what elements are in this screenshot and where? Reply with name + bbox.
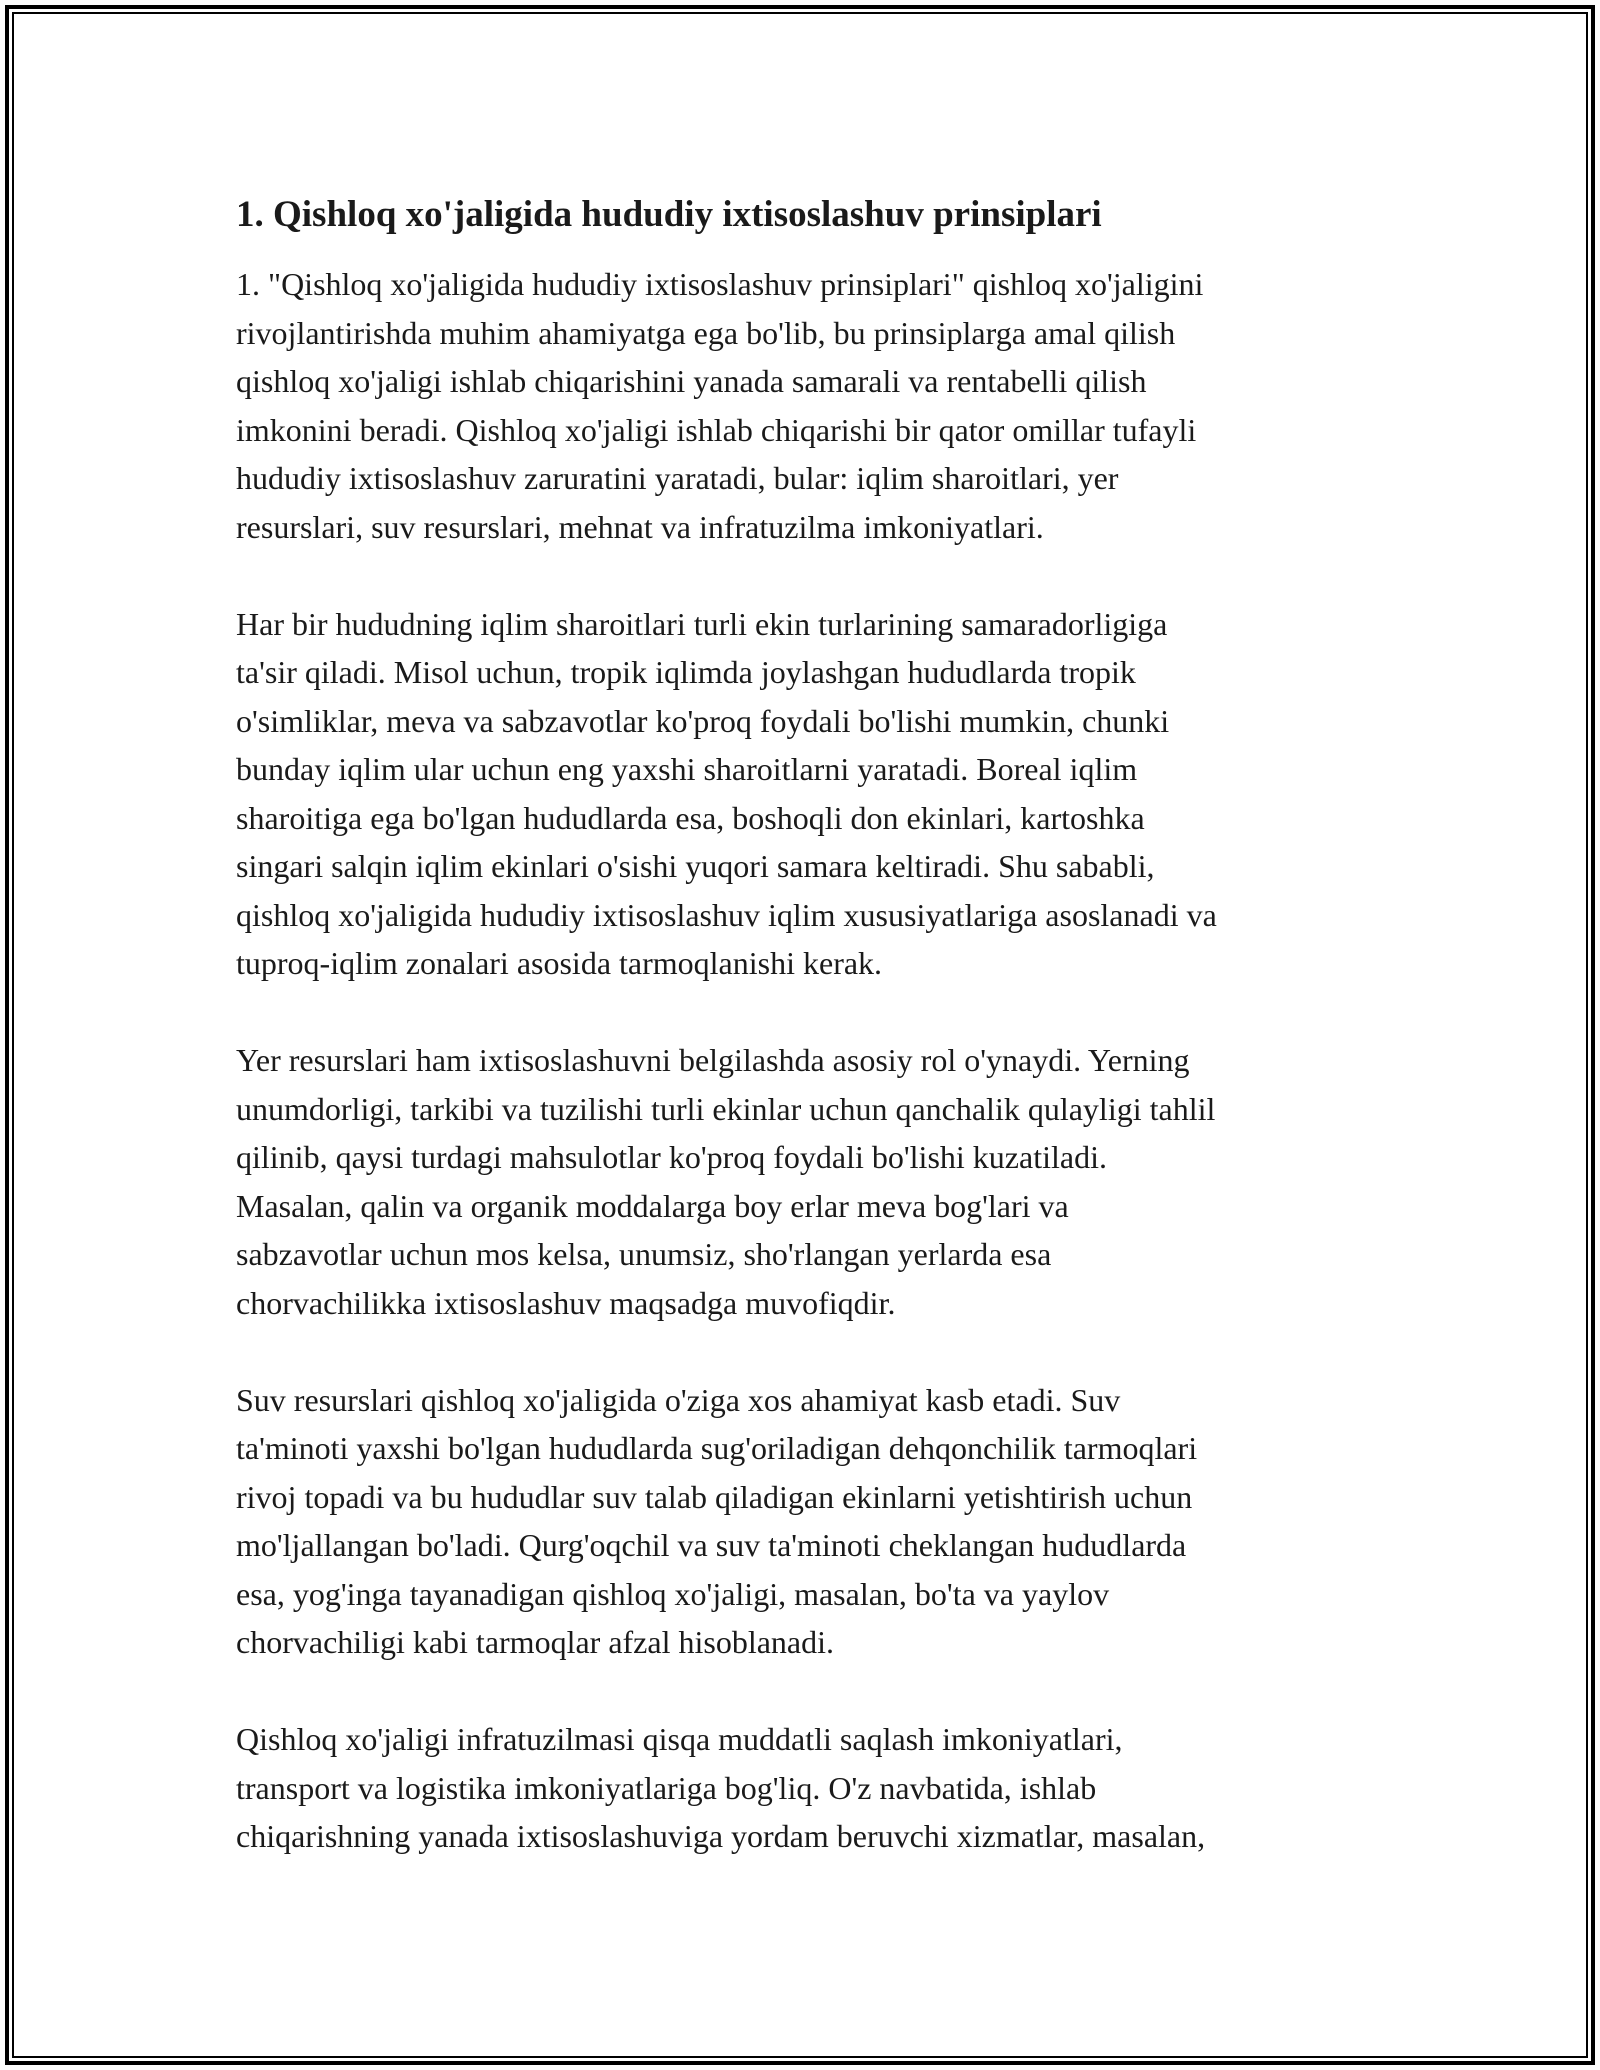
text-line: 1. "Qishloq xo'jaligida hududiy ixtisoslashuv prinsiplari" qishloq xo'jaligini: [236, 266, 1204, 302]
text-line: mo'ljallangan bo'ladi. Qurg'oqchil va suv ta'minoti cheklangan hududlarda: [236, 1527, 1187, 1563]
text-line: sharoitiga ega bo'lgan hududlarda esa, boshoqli don ekinlari, kartoshka: [236, 799, 1145, 836]
text-line: unumdorligi, tarkibi va tuzilishi turli ekinlar uchun qanchalik qulayligi tahlil: [236, 1090, 1216, 1127]
text-line: ta'minoti yaxshi bo'lgan hududlarda sug'oriladigan dehqonchilik tarmoqlari: [236, 1430, 1198, 1466]
document-title: 1. Qishloq xo'jaligida hududiy ixtisoslashuv prinsiplari: [236, 194, 1102, 235]
document-body: [236, 180, 1376, 1861]
text-line: Suv resurslari qishloq xo'jaligida o'ziga xos ahamiyat kasb etadi. Suv: [236, 1381, 1121, 1418]
paragraph-water-resources: [236, 1376, 1376, 1667]
text-line: rivoj topadi va bu hududlar suv talab qiladigan ekinlarni yetishtirish uchun: [236, 1478, 1193, 1515]
text-line: qishloq xo'jaligida hududiy ixtisoslashuv iqlim xususiyatlariga asoslanadi va: [236, 896, 1217, 933]
text-line: hududiy ixtisoslashuv zaruratini yaratadi, bular: iqlim sharoitlari, yer: [236, 460, 1119, 496]
text-line: Masalan, qalin va organik moddalarga boy erlar meva bog'lari va: [236, 1187, 1069, 1224]
text-line: ta'sir qiladi. Misol uchun, tropik iqlimda joylashgan hududlarda tropik: [236, 654, 1136, 690]
text-line: qilinib, qaysi turdagi mahsulotlar ko'proq foydali bo'lishi kuzatiladi.: [236, 1139, 1107, 1175]
text-line: sabzavotlar uchun mos kelsa, unumsiz, sho'rlangan yerlarda esa: [236, 1236, 1052, 1272]
paragraph-intro: [236, 260, 1376, 551]
text-line: chiqarishning yanada ixtisoslashuviga yordam beruvchi xizmatlar, masalan,: [236, 1818, 1206, 1854]
paragraph-climate: [236, 600, 1376, 988]
text-line: bunday iqlim ular uchun eng yaxshi sharoitlarni yaratadi. Boreal iqlim: [236, 751, 1138, 787]
text-line: Qishloq xo'jaligi infratuzilmasi qisqa muddatli saqlash imkoniyatlari,: [236, 1721, 1123, 1757]
text-line: tuproq-iqlim zonalari asosida tarmoqlanishi kerak.: [236, 945, 883, 981]
text-line: qishloq xo'jaligi ishlab chiqarishini yanada samarali va rentabelli qilish: [236, 363, 1147, 399]
text-line: rivojlantirishda muhim ahamiyatga ega bo'lib, bu prinsiplarga amal qilish: [236, 314, 1176, 351]
text-line: o'simliklar, meva va sabzavotlar ko'proq foydali bo'lishi mumkin, chunki: [236, 702, 1170, 739]
paragraph-land-resources: [236, 1036, 1376, 1327]
paragraph-infrastructure: [236, 1715, 1376, 1861]
text-line: chorvachilikka ixtisoslashuv maqsadga muvofiqdir.: [236, 1284, 896, 1321]
text-line: Yer resurslari ham ixtisoslashuvni belgilashda asosiy rol o'ynaydi. Yerning: [236, 1042, 1190, 1078]
text-line: singari salqin iqlim ekinlari o'sishi yuqori samara keltiradi. Shu sababli,: [236, 848, 1155, 884]
text-line: Har bir hududning iqlim sharoitlari turli ekin turlarining samaradorligiga: [236, 605, 1168, 642]
text-line: chorvachiligi kabi tarmoqlar afzal hisoblanadi.: [236, 1624, 834, 1660]
text-line: transport va logistika imkoniyatlariga bog'liq. O'z navbatida, ishlab: [236, 1769, 1097, 1806]
text-line: resurslari, suv resurslari, mehnat va infratuzilma imkoniyatlari.: [236, 508, 1044, 545]
text-line: imkonini beradi. Qishloq xo'jaligi ishlab chiqarishi bir qator omillar tufayli: [236, 411, 1197, 448]
text-line: esa, yog'inga tayanadigan qishloq xo'jaligi, masalan, bo'ta va yaylov: [236, 1575, 1110, 1612]
